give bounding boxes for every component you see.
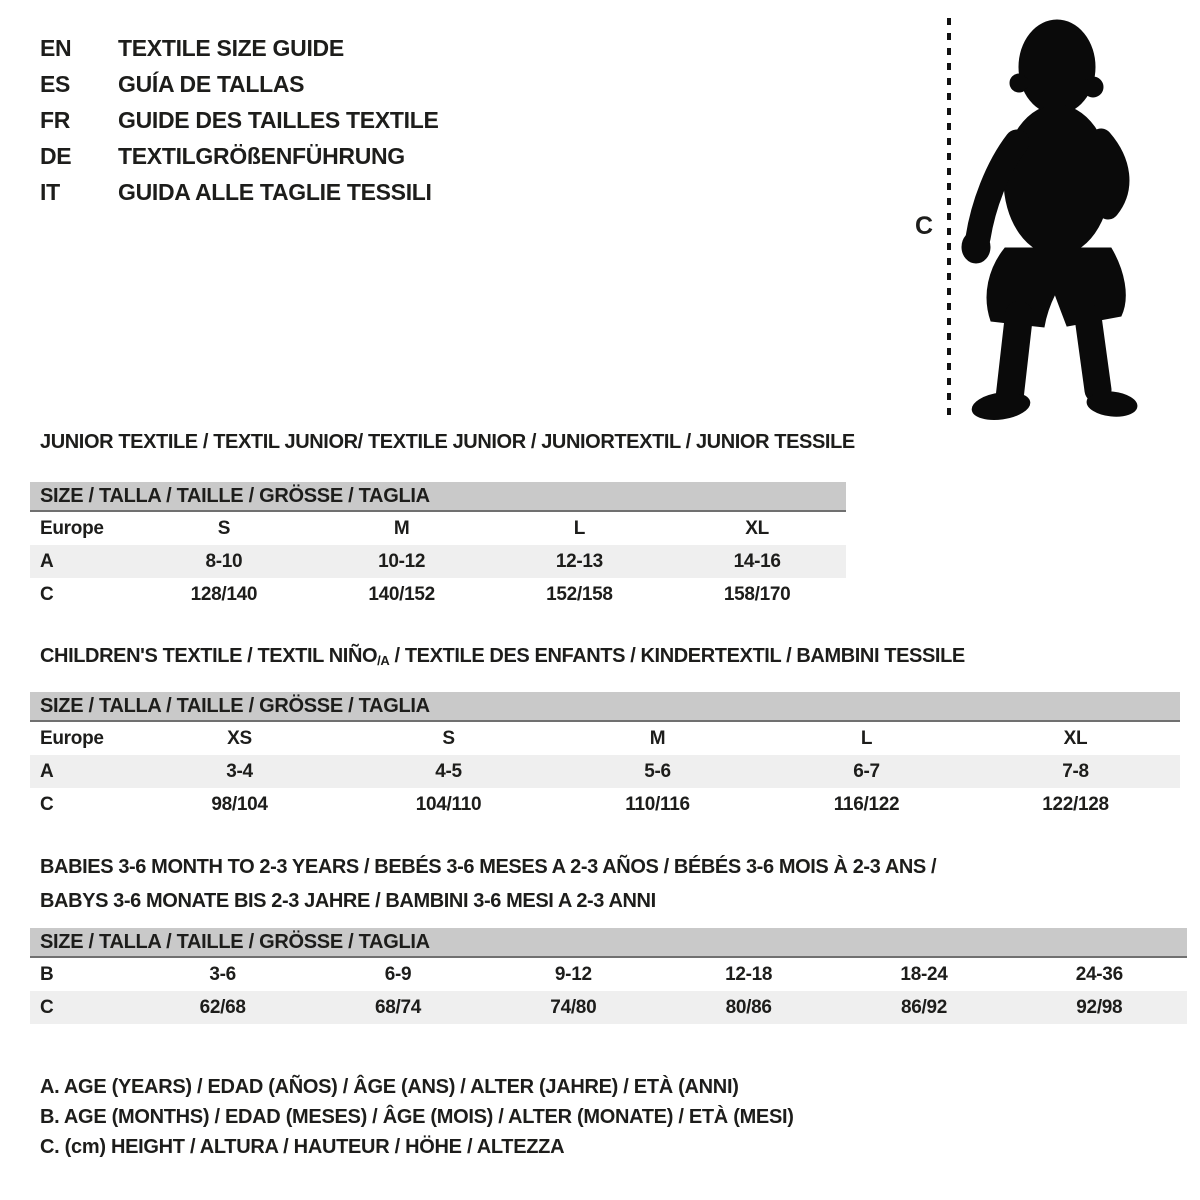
language-code: DE [40,142,72,169]
height-cell: 74/80 [550,996,597,1018]
childrens-textile-title [40,644,1180,670]
title-part: / TEXTILE DES ENFANTS / KINDERTEXTIL / BAMBINI TESSILE [389,645,965,667]
size-cell: XL [745,517,769,539]
age-cell: 10-12 [378,550,426,572]
language-label: GUÍA DE TALLAS [118,70,305,97]
months-cell: 6-9 [384,963,412,985]
height-cell: 86/92 [900,996,947,1018]
height-measure-label: C [915,212,934,240]
language-row-de [40,138,439,174]
row-label: Europe [40,517,104,539]
legend-line-a: A. AGE (YEARS) / EDAD (AÑOS) / ÂGE (ANS) / ALTER (JAHRE) / ETÀ (ANNI) [40,1076,739,1098]
height-cell: 158/170 [723,583,791,605]
months-cell: 9-12 [554,963,592,985]
size-header-bar [30,482,846,512]
babies-title-line2: BABYS 3-6 MONATE BIS 2-3 JAHRE / BAMBINI 3-6 MESI A 2-3 ANNI [40,890,656,912]
age-cell: 3-4 [226,760,253,782]
size-header-bar [30,928,1187,958]
table-row-europe [30,722,1180,755]
height-cell: 128/140 [190,583,258,605]
height-cell: 98/104 [211,793,268,815]
table-row-height [30,788,1180,821]
table-row-height [30,991,1187,1024]
language-row-fr [40,102,439,138]
size-cell: S [442,727,455,749]
babies-textile-section [30,850,1187,1024]
height-cell: 116/122 [833,793,900,815]
height-cell: 92/98 [1076,996,1123,1018]
age-cell: 4-5 [435,760,462,782]
childrens-textile-section [30,644,1180,821]
junior-textile-title: JUNIOR TEXTILE / TEXTIL JUNIOR/ TEXTILE JUNIOR / JUNIORTEXTIL / JUNIOR TESSILE [40,431,855,453]
babies-title [40,850,1187,918]
height-cell: 152/158 [546,583,613,605]
row-label: A [40,760,54,782]
legend [40,1072,794,1162]
title-subscript: /A [377,653,390,668]
language-code: ES [40,70,71,97]
row-label: Europe [40,727,104,749]
size-header-bar [30,692,1180,722]
row-label: C [40,583,54,605]
height-cell: 110/116 [625,793,690,815]
size-cell: XL [1063,727,1088,749]
language-code: IT [40,178,60,205]
months-cell: 18-24 [900,963,948,985]
language-code: FR [40,106,71,133]
language-title-list [40,30,439,210]
row-label: C [40,793,54,815]
title-part: CHILDREN'S TEXTILE / TEXTIL NIÑO [40,645,378,667]
legend-line-b: B. AGE (MONTHS) / EDAD (MESES) / ÂGE (MOIS) / ALTER (MONATE) / ETÀ (MESI) [40,1106,794,1128]
language-row-it [40,174,439,210]
age-cell: 14-16 [733,550,781,572]
legend-line-c: C. (cm) HEIGHT / ALTURA / HAUTEUR / HÖHE / ALTEZZA [40,1136,565,1158]
height-cell: 62/68 [199,996,246,1018]
language-row-es [40,66,439,102]
babies-title-line1: BABIES 3-6 MONTH TO 2-3 YEARS / BEBÉS 3-6 MESES A 2-3 AÑOS / BÉBÉS 3-6 MOIS À 2-3 ANS / [40,856,937,878]
table-row-months [30,958,1187,991]
language-code: EN [40,34,72,61]
size-cell: M [393,517,410,539]
baby-silhouette [905,10,1160,428]
size-header-text: SIZE / TALLA / TAILLE / GRÖSSE / TAGLIA [40,930,430,953]
age-cell: 5-6 [644,760,671,782]
junior-textile-section [30,430,855,611]
baby-silhouette-shape [962,20,1138,423]
size-cell: M [649,727,666,749]
size-header-text: SIZE / TALLA / TAILLE / GRÖSSE / TAGLIA [40,694,430,717]
age-cell: 12-13 [555,550,603,572]
table-row-height [30,578,846,611]
months-cell: 12-18 [725,963,773,985]
size-cell: L [573,517,586,539]
height-cell: 104/110 [415,793,482,815]
size-cell: S [217,517,231,539]
language-label: GUIDE DES TAILLES TEXTILE [118,106,439,133]
height-cell: 140/152 [368,583,435,605]
language-label: TEXTILE SIZE GUIDE [118,34,344,61]
age-cell: 8-10 [205,550,243,572]
table-row-age [30,755,1180,788]
size-header-text: SIZE / TALLA / TAILLE / GRÖSSE / TAGLIA [40,484,430,507]
months-cell: 24-36 [1075,963,1123,985]
height-measure-figure [905,10,1160,428]
height-cell: 80/86 [725,996,772,1018]
size-cell: L [860,727,873,749]
row-label: C [40,996,54,1018]
age-cell: 7-8 [1062,760,1089,782]
height-cell: 122/128 [1042,793,1109,815]
age-cell: 6-7 [853,760,880,782]
months-cell: 3-6 [209,963,236,985]
language-label: GUIDA ALLE TAGLIE TESSILI [118,178,432,205]
table-row-age [30,545,846,578]
row-label: A [40,550,54,572]
height-cell: 68/74 [374,996,422,1018]
row-label: B [40,963,54,985]
language-row-en [40,30,439,66]
table-row-europe [30,512,846,545]
language-label: TEXTILGRÖßENFÜHRUNG [118,142,405,169]
size-cell: XS [227,727,252,749]
